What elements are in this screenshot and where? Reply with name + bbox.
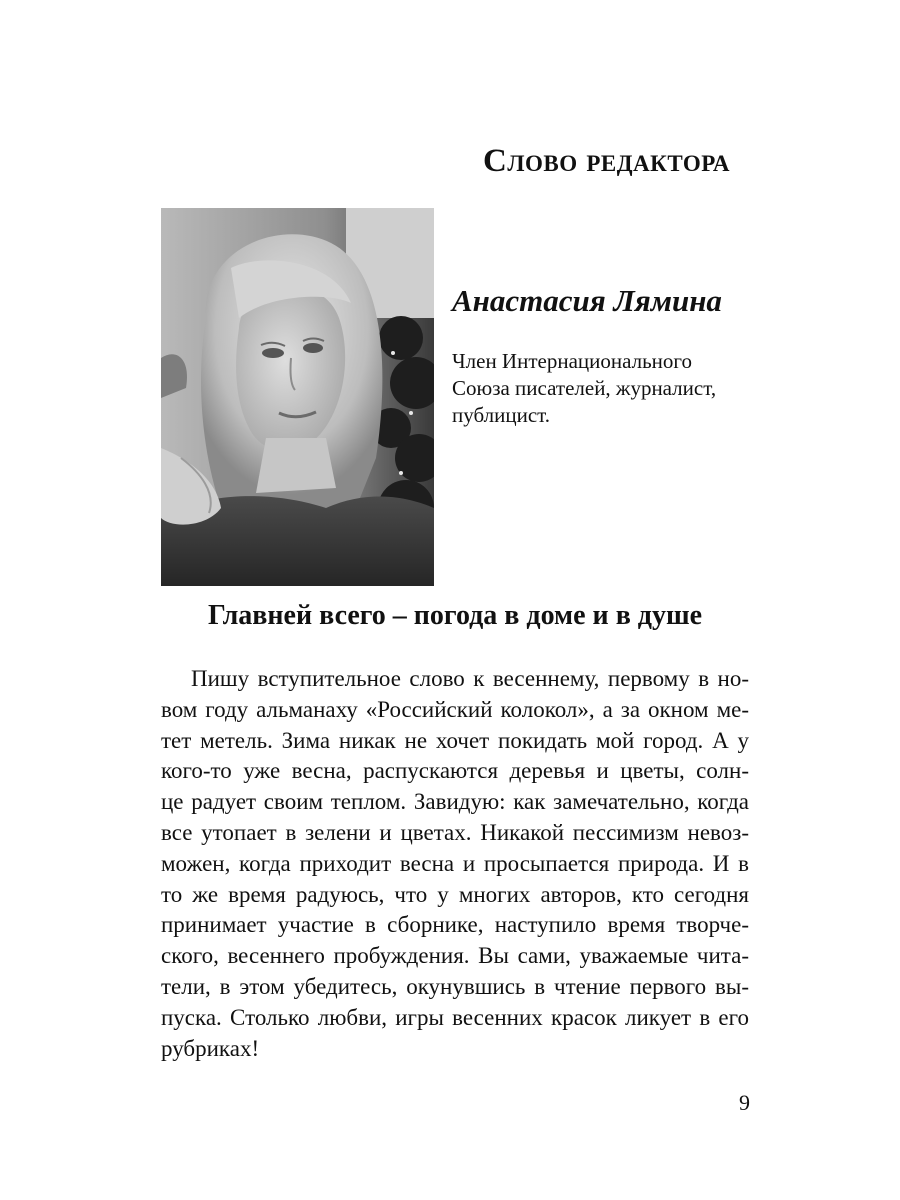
body-line: вом году альманаху «Российский колокол», а за окном ме- — [161, 696, 749, 722]
body-line: ского, весеннего пробуждения. Вы сами, уважаемые чита- — [161, 943, 749, 969]
section-title: Слово редактора — [483, 143, 730, 179]
body-line: можен, когда приходит весна и просыпается природа. И в — [161, 850, 749, 876]
article-title: Главней всего – погода в доме и в душе — [207, 600, 703, 631]
body-line: тели, в этом убедитесь, окунувшись в чтение первого вы- — [161, 973, 749, 999]
body-line: тет метель. Зима никак не хочет покидать мой город. А у — [161, 727, 749, 753]
author-name: Анастасия Лямина — [452, 283, 722, 318]
author-photo — [161, 208, 434, 586]
body-line: все утопает в зелени и цветах. Никакой пессимизм невоз- — [161, 819, 749, 845]
body-line: кого-то уже весна, распускаются деревья и цветы, солн- — [161, 758, 749, 784]
author-description-line: публицист. — [452, 403, 550, 427]
author-description-line: Член Интернационального — [452, 349, 693, 373]
body-line: пуска. Столько любви, игры весенних красок ликует в его — [161, 1004, 749, 1030]
body-line: принимает участие в сборнике, наступило время творче- — [161, 912, 749, 938]
body-line: це радует своим теплом. Завидую: как замечательно, когда — [161, 789, 749, 815]
author-portrait-image — [161, 208, 434, 586]
author-description-line: Союза писателей, журналист, — [452, 376, 717, 400]
body-line: то же время радуюсь, что у многих авторов, кто сегодня — [161, 881, 749, 907]
article-body — [161, 664, 749, 1064]
page-number: 9 — [739, 1090, 750, 1115]
body-line: рубриках! — [161, 1035, 260, 1061]
author-description — [452, 348, 772, 429]
body-line: Пишу вступительное слово к весеннему, первому в но- — [191, 666, 749, 691]
